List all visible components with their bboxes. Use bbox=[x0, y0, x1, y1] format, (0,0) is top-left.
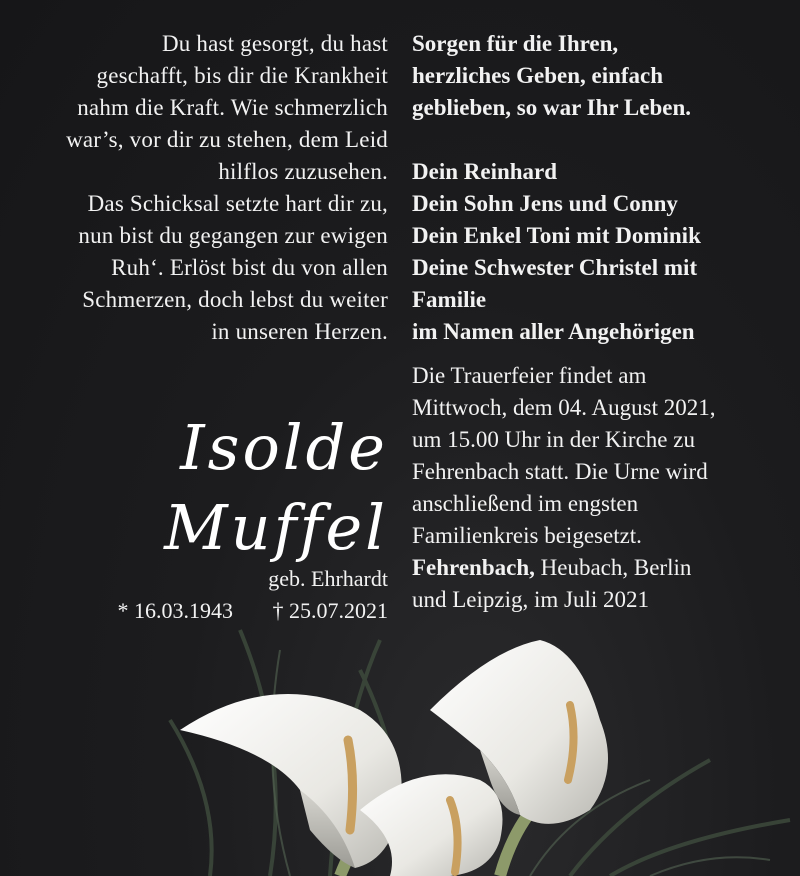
service-line: um 15.00 Uhr in der Kirche zu bbox=[412, 427, 695, 452]
signer-line: Deine Schwester Christel mit bbox=[412, 255, 698, 280]
poem-line: hilflos zuzusehen. bbox=[218, 159, 388, 184]
place-line2: und Leipzig, im Juli 2021 bbox=[412, 587, 650, 612]
calla-lilies-icon bbox=[150, 610, 800, 876]
death-date: † 25.07.2021 bbox=[272, 598, 388, 623]
signer-line: Dein Reinhard bbox=[412, 159, 558, 184]
poem-column bbox=[10, 28, 388, 348]
signer-line: Dein Sohn Jens und Conny bbox=[412, 191, 678, 216]
service-line: Mittwoch, dem 04. August 2021, bbox=[412, 395, 716, 420]
first-name: Isolde bbox=[180, 411, 388, 484]
place-bold: Fehrenbach, bbox=[412, 555, 535, 580]
service-line: Familienkreis beigesetzt. bbox=[412, 523, 642, 548]
motto bbox=[412, 28, 792, 124]
signer-line: Familie bbox=[412, 287, 487, 312]
birth-date: * 16.03.1943 bbox=[117, 598, 233, 623]
service-line: Fehrenbach statt. Die Urne wird bbox=[412, 459, 708, 484]
motto-line: geblieben, so war Ihr Leben. bbox=[412, 95, 692, 120]
poem-line: geschafft, bis dir die Krankheit bbox=[96, 63, 388, 88]
place-rest: Heubach, Berlin bbox=[534, 555, 692, 580]
poem-line: Ruh‘. Erlöst bist du von allen bbox=[111, 255, 388, 280]
poem-line: in unseren Herzen. bbox=[211, 319, 388, 344]
poem-line: nun bist du gegangen zur ewigen bbox=[78, 223, 388, 248]
last-name: Muffel bbox=[164, 491, 388, 564]
poem-line: Du hast gesorgt, du hast bbox=[161, 31, 388, 56]
service-line: Die Trauerfeier findet am bbox=[412, 363, 647, 388]
mourners-column bbox=[412, 28, 792, 616]
signer-line: Dein Enkel Toni mit Dominik bbox=[412, 223, 701, 248]
poem-line: Das Schicksal setzte hart dir zu, bbox=[87, 191, 388, 216]
poem bbox=[10, 28, 388, 348]
motto-line: Sorgen für die Ihren, bbox=[412, 31, 619, 56]
motto-line: herzliches Geben, einfach bbox=[412, 63, 664, 88]
poem-line: nahm die Kraft. Wie schmerzlich bbox=[77, 95, 388, 120]
poem-line: Schmerzen, doch lebst du weiter bbox=[82, 287, 388, 312]
service-line: anschließend im engsten bbox=[412, 491, 639, 516]
place-date bbox=[412, 552, 792, 616]
signer-line: im Namen aller Angehörigen bbox=[412, 319, 695, 344]
birth-name: geb. Ehrhardt bbox=[268, 566, 388, 591]
signers bbox=[412, 156, 792, 348]
poem-line: war’s, vor dir zu stehen, dem Leid bbox=[66, 127, 388, 152]
service-info bbox=[412, 360, 792, 552]
deceased-name bbox=[164, 408, 388, 568]
